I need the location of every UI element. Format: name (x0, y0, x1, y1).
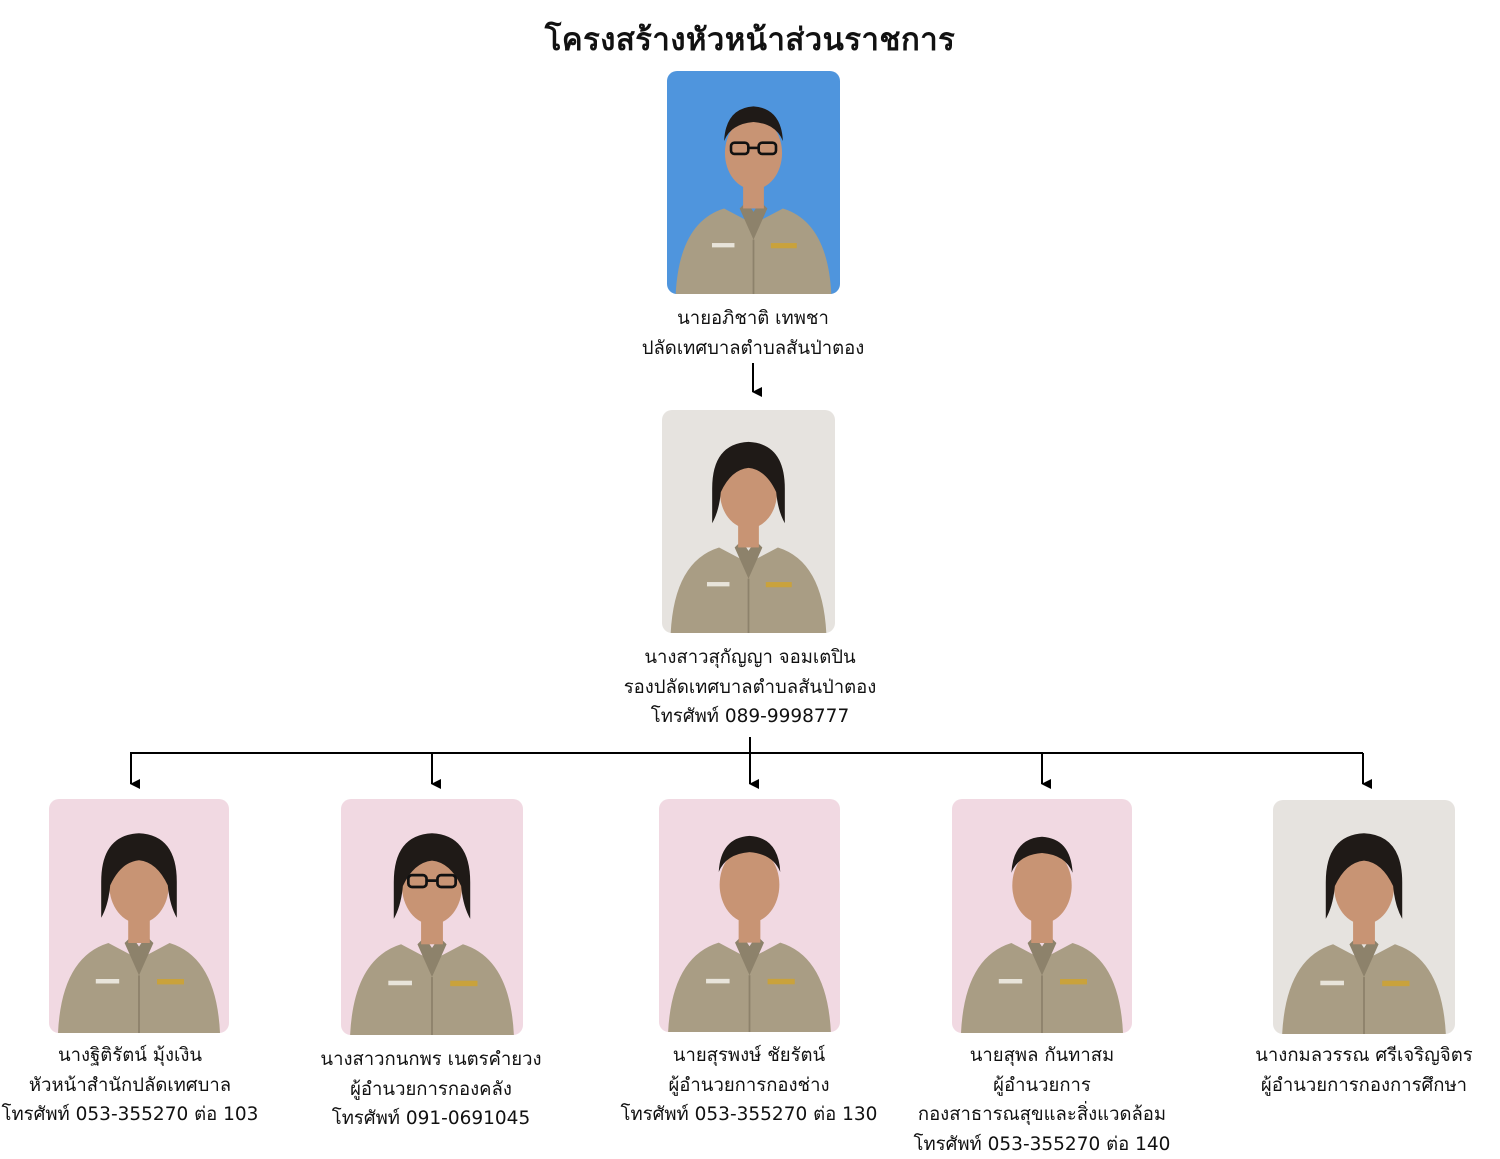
top-name: นายอภิชาติ เทพชา (603, 304, 903, 334)
head-5-portrait-photo (1273, 800, 1455, 1034)
head-4-name: นายสุพล กันทาสม (902, 1041, 1182, 1071)
head-2-position: ผู้อำนวยการกองคลัง (296, 1075, 566, 1105)
head-4-phone: โทรศัพท์ 053-355270 ต่อ 140 (902, 1130, 1182, 1159)
portrait-photo-icon (662, 410, 835, 633)
head-1-phone: โทรศัพท์ 053-355270 ต่อ 103 (0, 1100, 260, 1130)
portrait-photo-icon (341, 799, 523, 1035)
deputy-caption (600, 643, 900, 732)
head-2-name: นางสาวกนกพร เนตรคำยวง (296, 1045, 566, 1075)
head-3-caption (614, 1041, 884, 1130)
head-3-portrait-photo (659, 799, 840, 1032)
head-2-phone: โทรศัพท์ 091-0691045 (296, 1104, 566, 1134)
head-5-caption (1229, 1041, 1499, 1100)
top-position: ปลัดเทศบาลตำบลสันป่าตอง (603, 334, 903, 364)
head-1-name: นางฐิติรัตน์ มุ้งเงิน (0, 1041, 260, 1071)
top-portrait-photo (667, 71, 840, 294)
head-1-caption (0, 1041, 260, 1130)
portrait-photo-icon (659, 799, 840, 1032)
top-caption (603, 304, 903, 363)
head-2-portrait-photo (341, 799, 523, 1035)
deputy-portrait-photo (662, 410, 835, 633)
head-1-portrait-photo (49, 799, 229, 1033)
portrait-photo-icon (667, 71, 840, 294)
head-4-caption (902, 1041, 1182, 1159)
chart-title: โครงสร้างหัวหน้าส่วนราชการ (0, 14, 1500, 64)
head-3-phone: โทรศัพท์ 053-355270 ต่อ 130 (614, 1100, 884, 1130)
head-1-position: หัวหน้าสำนักปลัดเทศบาล (0, 1071, 260, 1101)
head-5-name: นางกมลวรรณ ศรีเจริญจิตร (1229, 1041, 1499, 1071)
portrait-photo-icon (49, 799, 229, 1033)
head-3-name: นายสุรพงษ์ ชัยรัตน์ (614, 1041, 884, 1071)
portrait-photo-icon (1273, 800, 1455, 1034)
head-4-portrait-photo (952, 799, 1132, 1033)
deputy-position: รองปลัดเทศบาลตำบลสันป่าตอง (600, 673, 900, 703)
head-4-position-2: กองสาธารณสุขและสิ่งแวดล้อม (902, 1100, 1182, 1130)
deputy-phone: โทรศัพท์ 089-9998777 (600, 702, 900, 732)
head-3-position: ผู้อำนวยการกองช่าง (614, 1071, 884, 1101)
deputy-name: นางสาวสุกัญญา จอมเตปิน (600, 643, 900, 673)
portrait-photo-icon (952, 799, 1132, 1033)
head-2-caption (296, 1045, 566, 1134)
head-5-position: ผู้อำนวยการกองการศึกษา (1229, 1071, 1499, 1101)
head-4-position: ผู้อำนวยการ (902, 1071, 1182, 1101)
